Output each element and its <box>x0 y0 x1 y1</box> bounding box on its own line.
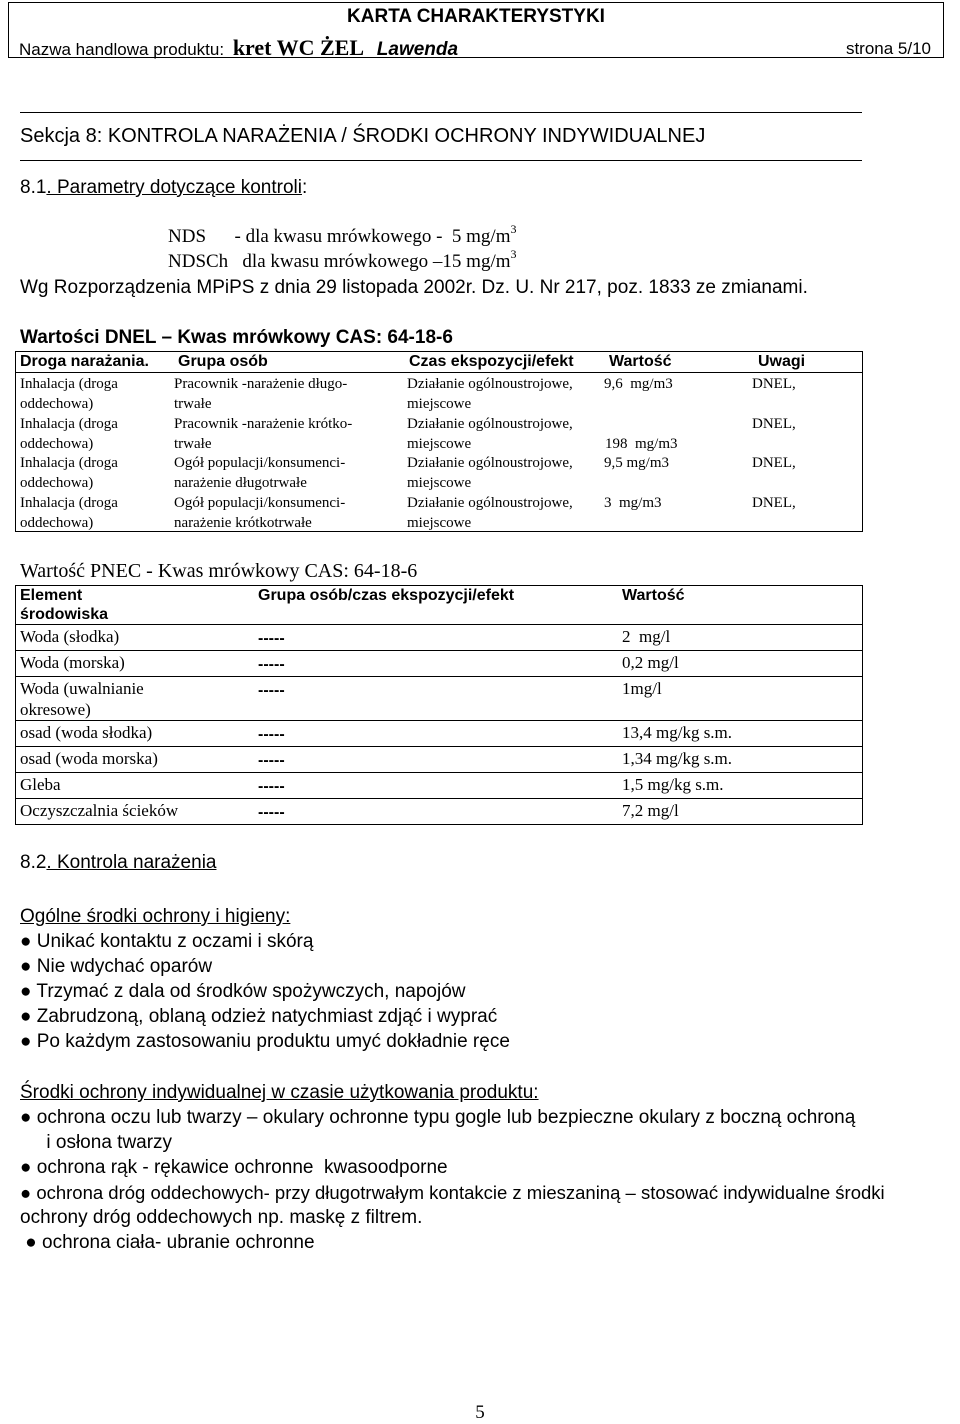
personal-protection-heading: Środki ochrony indywidualnej w czasie użytkowania produktu: <box>20 1082 539 1103</box>
pnec-group: ----- <box>258 656 285 673</box>
pnec-header-row <box>16 586 862 625</box>
pnec-value: 13,4 mg/kg s.m. <box>622 723 733 742</box>
dnel-route: oddechowa) <box>20 436 94 452</box>
dnel-route: Inhalacja (droga <box>20 455 118 471</box>
subsection-8-2 <box>20 852 216 874</box>
pnec-header-group: Grupa osób/czas ekspozycji/efekt <box>258 587 515 604</box>
subsection-number: 8.2 <box>20 852 47 873</box>
dnel-route: oddechowa) <box>20 515 94 531</box>
pnec-group: ----- <box>258 778 285 795</box>
product-variant: Lawenda <box>376 39 459 60</box>
general-hygiene-section <box>20 904 510 1054</box>
pnec-header-element: Element <box>20 587 83 604</box>
pnec-row <box>16 677 862 721</box>
dnel-effect: Działanie ogólnoustrojowe, <box>407 495 573 511</box>
product-label: Nazwa handlowa produktu: <box>19 40 225 59</box>
dnel-row <box>16 414 862 454</box>
pnec-element: Oczyszczalnia ścieków <box>20 801 179 820</box>
dnel-note: DNEL, <box>752 416 796 432</box>
dnel-group: narażenie krótkotrwałe <box>174 515 312 531</box>
pnec-value: 1,5 mg/kg s.m. <box>622 775 724 794</box>
page-indicator: strona 5/10 <box>845 39 931 58</box>
dnel-header-group: Grupa osób <box>178 353 268 370</box>
regulation-line: Wg Rozporządzenia MPiPS z dnia 29 listopada 2002r. Dz. U. Nr 217, poz. 1833 ze zmianami. <box>20 277 808 298</box>
section-title: Sekcja 8: KONTROLA NARAŻENIA / ŚRODKI OCHRONY INDYWIDUALNEJ <box>20 125 706 147</box>
dnel-value: 9,5 mg/m3 <box>604 455 670 471</box>
pnec-row <box>16 625 862 651</box>
pnec-group: ----- <box>258 752 285 769</box>
list-item: ● ochrona ciała- ubranie ochronne <box>20 1232 315 1253</box>
document-title: KARTA CHARAKTERYSTYKI <box>347 6 605 27</box>
dnel-table <box>15 351 863 532</box>
dnel-effect: miejscowe <box>407 436 472 452</box>
pnec-group: ----- <box>258 630 285 647</box>
dnel-value: 198 mg/m3 <box>605 436 678 452</box>
pnec-header-value: Wartość <box>622 587 685 604</box>
nds-text: NDS - dla kwasu mrówkowego - 5 mg/m <box>168 226 511 247</box>
dnel-header-route: Droga narażania. <box>20 353 149 370</box>
pnec-element: Woda (słodka) <box>20 627 120 646</box>
subsection-number: 8.1 <box>20 177 47 198</box>
pnec-element: okresowe) <box>20 700 91 719</box>
pnec-header-element: środowiska <box>20 606 109 623</box>
list-item: ● Zabrudzoną, oblaną odzież natychmiast zdjąć i wyprać <box>20 1006 498 1027</box>
dnel-route: Inhalacja (droga <box>20 495 118 511</box>
dnel-effect: Działanie ogólnoustrojowe, <box>407 376 573 392</box>
list-item: ochrony dróg oddechowych np. maskę z filtrem. <box>20 1207 423 1228</box>
nds-limit <box>168 222 517 248</box>
dnel-group: narażenie długotrwałe <box>174 475 307 491</box>
page-number: 5 <box>475 1402 485 1423</box>
pnec-table <box>15 585 863 825</box>
dnel-row <box>16 493 862 533</box>
dnel-group: Ogół populacji/konsumenci- <box>174 455 346 471</box>
pnec-group: ----- <box>258 726 285 743</box>
dnel-header-row <box>16 352 862 373</box>
pnec-element: osad (woda morska) <box>20 749 158 768</box>
dnel-value: 9,6 mg/m3 <box>604 376 673 392</box>
product-name: kret WC ŻEL <box>232 35 365 60</box>
nds-sup: 3 <box>510 222 517 236</box>
pnec-element: Woda (uwalnianie <box>20 679 144 698</box>
dnel-note: DNEL, <box>752 376 796 392</box>
dnel-group: Pracownik -narażenie krótko- <box>174 416 353 432</box>
dnel-note: DNEL, <box>752 455 796 471</box>
pnec-element: Woda (morska) <box>20 653 125 672</box>
dnel-group: trwałe <box>174 396 212 412</box>
dnel-header-notes: Uwagi <box>758 353 806 370</box>
list-item: ● Trzymać z dala od środków spożywczych, napojów <box>20 981 466 1002</box>
subsection-title: . Kontrola narażenia <box>46 852 217 873</box>
document-header <box>8 2 944 58</box>
pnec-row <box>16 773 862 799</box>
list-item: ● ochrona oczu lub twarzy – okulary ochronne typu gogle lub bezpieczne okulary z boczną ochroną <box>20 1107 856 1128</box>
list-item: ● ochrona dróg oddechowych- przy długotrwałym kontakcie z mieszaniną – stosować indywidualne środki <box>20 1182 885 1203</box>
dnel-effect: Działanie ogólnoustrojowe, <box>407 416 573 432</box>
ndsch-sup: 3 <box>510 247 517 261</box>
dnel-effect: miejscowe <box>407 396 472 412</box>
list-item: ● Unikać kontaktu z oczami i skórą <box>20 931 314 952</box>
list-item: ● ochrona rąk - rękawice ochronne kwasoodporne <box>20 1157 448 1178</box>
subsection-8-1 <box>20 177 307 199</box>
pnec-row <box>16 721 862 747</box>
pnec-group: ----- <box>258 682 285 699</box>
dnel-note: DNEL, <box>752 495 796 511</box>
ndsch-limit <box>168 247 517 273</box>
pnec-element: osad (woda słodka) <box>20 723 153 742</box>
dnel-route: Inhalacja (droga <box>20 376 118 392</box>
pnec-value: 1,34 mg/kg s.m. <box>622 749 733 768</box>
dnel-route: oddechowa) <box>20 475 94 491</box>
dnel-row <box>16 374 862 414</box>
pnec-group: ----- <box>258 804 285 821</box>
dnel-title: Wartości DNEL – Kwas mrówkowy CAS: 64-18-6 <box>20 327 453 348</box>
dnel-value: 3 mg/m3 <box>604 495 662 511</box>
dnel-effect: Działanie ogólnoustrojowe, <box>407 455 573 471</box>
dnel-effect: miejscowe <box>407 475 472 491</box>
list-item: ● Nie wdychać oparów <box>20 956 213 977</box>
subsection-suffix: : <box>301 177 308 198</box>
pnec-row <box>16 651 862 677</box>
dnel-route: oddechowa) <box>20 396 94 412</box>
pnec-title: Wartość PNEC - Kwas mrówkowy CAS: 64-18-6 <box>20 560 418 582</box>
list-item: i osłona twarzy <box>20 1132 173 1153</box>
pnec-value: 2 mg/l <box>622 627 671 646</box>
dnel-header-value: Wartość <box>609 353 672 370</box>
dnel-group: trwałe <box>174 436 212 452</box>
list-item: ● Po każdym zastosowaniu produktu umyć dokładnie ręce <box>20 1031 510 1052</box>
pnec-row <box>16 799 862 824</box>
divider <box>20 160 862 161</box>
dnel-group: Pracownik -narażenie długo- <box>174 376 348 392</box>
dnel-header-effect: Czas ekspozycji/efekt <box>409 353 574 370</box>
pnec-value: 7,2 mg/l <box>622 801 679 820</box>
dnel-effect: miejscowe <box>407 515 472 531</box>
dnel-group: Ogół populacji/konsumenci- <box>174 495 346 511</box>
dnel-row <box>16 453 862 493</box>
dnel-route: Inhalacja (droga <box>20 416 118 432</box>
general-hygiene-heading: Ogólne środki ochrony i higieny: <box>20 906 291 927</box>
pnec-value: 0,2 mg/l <box>622 653 679 672</box>
pnec-row <box>16 747 862 773</box>
pnec-value: 1mg/l <box>622 679 662 698</box>
personal-protection-section <box>20 1080 885 1255</box>
ndsch-text: NDSCh dla kwasu mrówkowego –15 mg/m <box>168 251 511 272</box>
divider <box>20 112 862 113</box>
product-name-line <box>19 35 458 61</box>
pnec-element: Gleba <box>20 775 61 794</box>
subsection-title: . Parametry dotyczące kontroli <box>46 177 302 198</box>
